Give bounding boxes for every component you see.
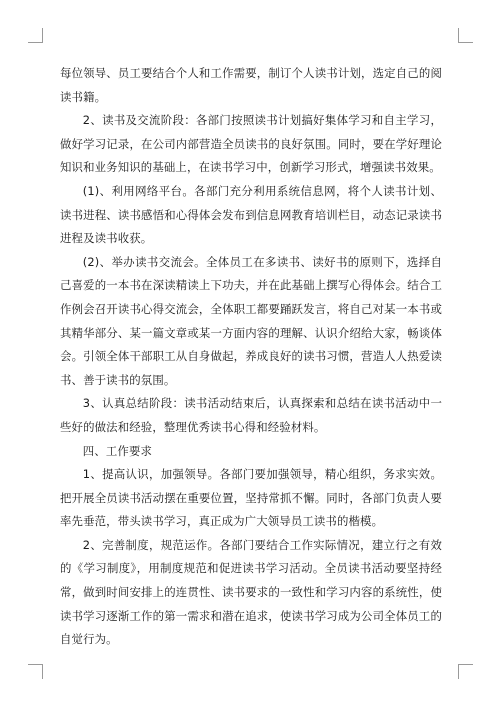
document-body [60,62,442,652]
paragraph-requirement-2: 2、完善制度，规范运作。各部门要结合工作实际情况，建立行之有效的《学习制度》，用制度规范和促进读书学习活动。全员读书活动要坚持经常，做到时间安排上的连贯性、读书要求的一致性和学习内容的系统性，使读书学习逐渐工作的第一需求和潜在追求，使读书学习成为公司全体员工的自觉行为。 [60,537,442,647]
section-heading-requirements: 四、工作要求 [82,443,153,458]
crop-mark-top-right [458,28,473,43]
paragraph-item-1: (1)、利用网络平台。各部门充分利用系统信息网，将个人读书计划、读书进程、读书感悟和心得体会发布到信息网教育培训栏目，动态记录读书进程及读书收获。 [60,183,442,246]
paragraph-stage-3: 3、认真总结阶段：读书活动结束后，认真探索和总结在读书活动中一些好的做法和经验，整理优秀读书心得和经验材料。 [60,396,442,434]
crop-mark-bottom-right [458,664,473,679]
crop-mark-bottom-left [28,664,43,679]
paragraph-item-2: (2)、举办读书交流会。全体员工在多读书、读好书的原则下，选择自己喜爱的一本书在深读精读上下功夫，并在此基础上撰写心得体会。结合工作例会召开读书心得交流会，全体职工都要踊跃发言，将自己对某一本书或其精华部分、某一篇文章或某一方面内容的理解、认识介绍给大家，畅谈体会。引领全体干部职工从自身做起，养成良好的读书习惯，营造人人热爱读书、善于读书的氛围。 [60,254,442,387]
paragraph-stage-2: 2、读书及交流阶段：各部门按照读书计划搞好集体学习和自主学习，做好学习记录，在公司内部营造全员读书的良好氛围。同时，要在学好理论知识和业务知识的基础上，在读书学习中，创新学习形式，增强读书效果。 [60,113,442,175]
paragraph-continuation: 每位领导、员工要结合个人和工作需要，制订个人读书计划，选定自己的阅读书籍。 [60,66,442,104]
crop-mark-top-left [28,28,43,43]
paragraph-requirement-1: 1、提高认识，加强领导。各部门要加强领导，精心组织，务求实效。把开展全员读书活动摆在重要位置，坚持常抓不懈。同时，各部门负责人要率先垂范，带头读书学习，真正成为广大领导员工读书的楷模。 [60,467,442,529]
